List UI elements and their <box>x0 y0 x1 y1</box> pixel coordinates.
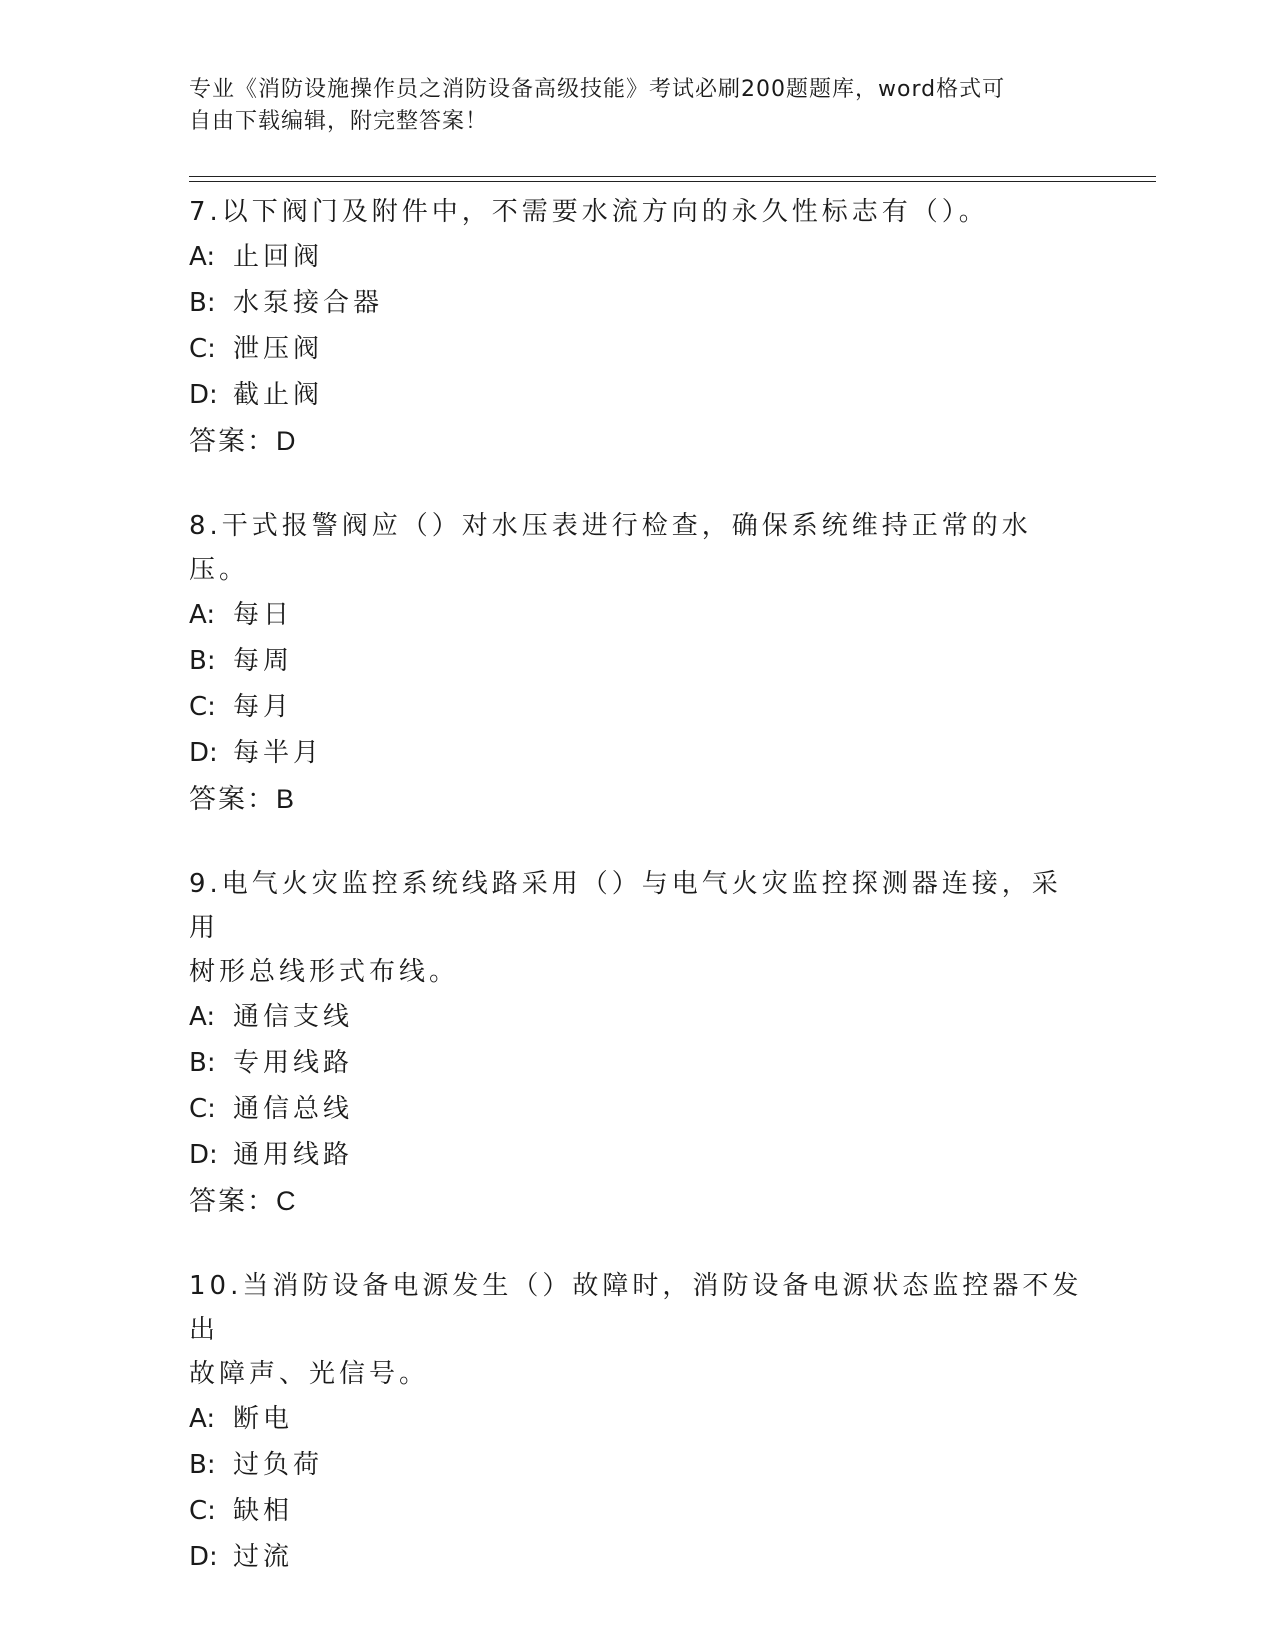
option-d <box>189 1534 1089 1580</box>
answer-line: 答案：D <box>189 426 298 456</box>
option-a <box>189 1396 1089 1442</box>
question-stem-line: 7.以下阀门及附件中，不需要水流方向的永久性标志有（）。 <box>189 197 989 227</box>
option-text: 缺相 <box>233 1496 294 1526</box>
option-text: 每日 <box>233 600 294 630</box>
question-list <box>189 190 1089 1620</box>
option-text: 通用线路 <box>233 1140 354 1170</box>
option-text: 每周 <box>233 646 294 676</box>
document-header <box>189 74 1089 138</box>
option-a <box>189 234 1089 280</box>
question-stem <box>189 504 1089 592</box>
option-key: C: <box>189 692 216 722</box>
question-item <box>189 1264 1089 1580</box>
option-key: C: <box>189 1094 216 1124</box>
option-key: B: <box>189 1048 216 1078</box>
option-d <box>189 730 1089 776</box>
option-text: 每半月 <box>233 738 324 768</box>
question-stem-line: 8.干式报警阀应（）对水压表进行检查，确保系统维持正常的水压。 <box>189 511 1032 585</box>
question-stem <box>189 862 1089 994</box>
question-item <box>189 504 1089 822</box>
option-b <box>189 280 1089 326</box>
option-key: D: <box>189 1542 218 1572</box>
option-d <box>189 1132 1089 1178</box>
option-text: 过负荷 <box>233 1450 324 1480</box>
option-text: 过流 <box>233 1542 294 1572</box>
option-c <box>189 684 1089 730</box>
option-text: 每月 <box>233 692 294 722</box>
question-stem <box>189 1264 1089 1396</box>
option-key: D: <box>189 380 218 410</box>
answer-line: 答案：B <box>189 784 297 814</box>
option-key: C: <box>189 334 216 364</box>
option-b <box>189 1442 1089 1488</box>
option-d <box>189 372 1089 418</box>
option-key: B: <box>189 288 216 318</box>
header-line-1: 专业《消防设施操作员之消防设备高级技能》考试必刷200题题库，word格式可 <box>189 77 1006 102</box>
option-c <box>189 1086 1089 1132</box>
header-divider-top <box>189 176 1156 177</box>
option-a <box>189 994 1089 1040</box>
option-c <box>189 1488 1089 1534</box>
option-key: A: <box>189 1404 216 1434</box>
option-key: B: <box>189 1450 216 1480</box>
option-key: B: <box>189 646 216 676</box>
option-key: A: <box>189 1002 216 1032</box>
option-key: D: <box>189 738 218 768</box>
answer-line: 答案：C <box>189 1186 298 1216</box>
question-item <box>189 862 1089 1224</box>
question-stem-line: 树形总线形式布线。 <box>189 957 460 987</box>
option-b <box>189 638 1089 684</box>
option-text: 止回阀 <box>233 242 324 272</box>
option-key: D: <box>189 1140 218 1170</box>
option-text: 截止阀 <box>233 380 324 410</box>
option-c <box>189 326 1089 372</box>
option-text: 泄压阀 <box>233 334 324 364</box>
option-text: 通信总线 <box>233 1094 354 1124</box>
option-text: 断电 <box>233 1404 294 1434</box>
question-stem <box>189 190 1089 234</box>
question-stem-line: 10.当消防设备电源发生（）故障时，消防设备电源状态监控器不发出 <box>189 1271 1083 1345</box>
header-divider-bottom <box>189 181 1156 182</box>
question-item <box>189 190 1089 464</box>
question-stem-line: 9.电气火灾监控系统线路采用（）与电气火灾监控探测器连接，采用 <box>189 869 1062 943</box>
option-key: C: <box>189 1496 216 1526</box>
option-key: A: <box>189 600 216 630</box>
option-text: 水泵接合器 <box>233 288 384 318</box>
option-text: 通信支线 <box>233 1002 354 1032</box>
option-a <box>189 592 1089 638</box>
header-line-2: 自由下载编辑，附完整答案！ <box>189 109 489 134</box>
option-text: 专用线路 <box>233 1048 354 1078</box>
option-key: A: <box>189 242 216 272</box>
question-stem-line: 故障声、光信号。 <box>189 1359 430 1389</box>
option-b <box>189 1040 1089 1086</box>
